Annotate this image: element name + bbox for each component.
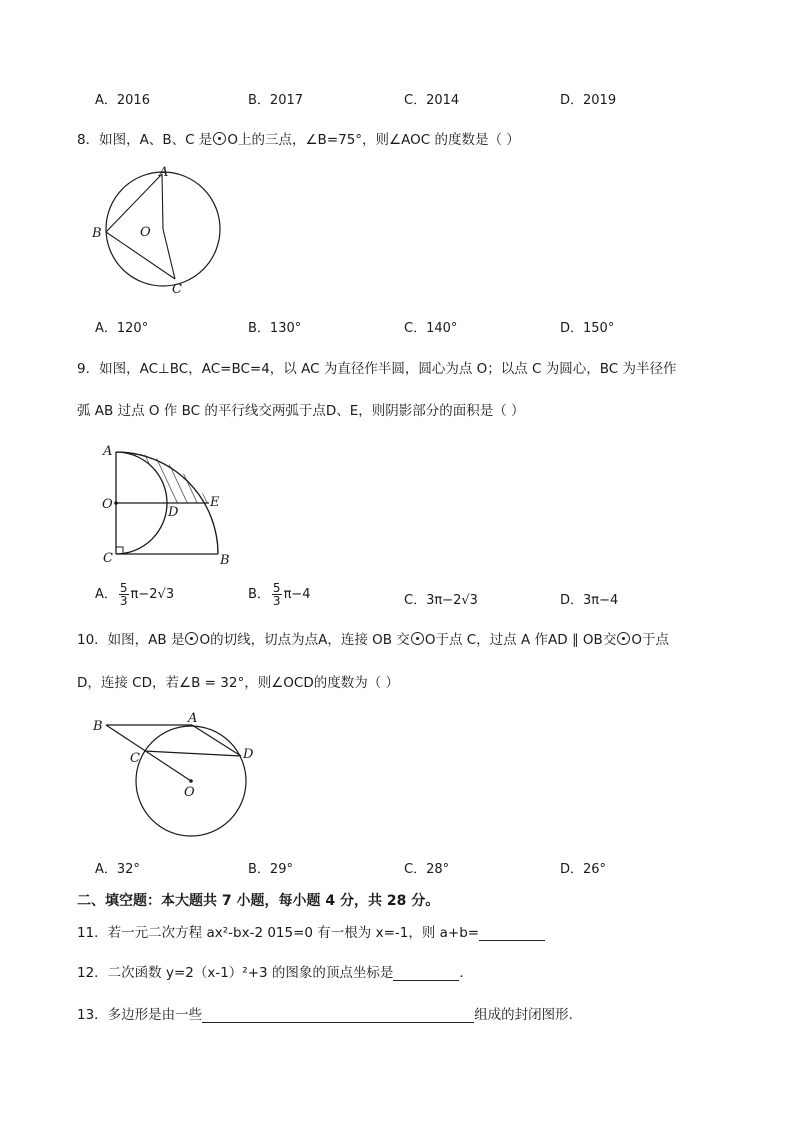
q11-answer-blank[interactable] [479,926,545,941]
q10-label-a: A [188,711,198,726]
q7-option-c: C．2014 [404,93,460,108]
q9-option-c: C．3π−2√3 [404,593,478,608]
q8-label-b: B [92,226,102,241]
q13-after: 组成的封闭图形． [474,1007,583,1023]
q8-label-o: O [140,225,151,240]
q8-stem [77,128,520,148]
q7-option-a: A．2016 [95,93,150,108]
q10-center-point [189,779,193,783]
q8-figure [86,162,226,297]
q8-segment-ba [106,174,162,232]
q9-stem-line1: 9．如图，AC⊥BC，AC=BC=4，以 AC 为直径作半圆，圆心为点 O；以点 C 为圆心，BC 为半径作 [77,361,677,377]
q8-option-a: A．120° [95,321,149,336]
circle-dot-icon [617,632,630,645]
q13-answer-blank[interactable] [202,1008,474,1023]
q9-shaded-region [116,452,209,503]
q10-label-c: C [130,751,140,766]
circle-dot-icon [213,132,226,145]
q9-stem-line2: 弧 AB 过点 O 作 BC 的平行线交两弧于点D、E，则阴影部分的面积是（ ） [77,403,525,419]
q8-stem-circle-label: O [227,132,238,148]
q9-label-a: A [103,444,113,459]
q8-stem-before: 8．如图，A、B、C 是 [77,132,213,148]
section-2-title: 二、填空题：本大题共 7 小题，每小题 4 分，共 28 分。 [77,893,440,909]
q9-label-e: E [210,495,220,510]
q10-stem-line1: 10．如图，AB 是 O的切线，切点为点A，连接 OB 交 O于点 C，过点 A 作AD ∥ OB交 O于点 [77,632,669,648]
q9-option-b-fraction: $\frac{5}{3}$ [272,581,281,608]
q9-label-o: O [102,497,113,512]
q7-option-d: D．2019 [560,93,617,108]
circle-dot-icon [185,632,198,645]
q13-before: 13．多边形是由一些 [77,1007,203,1023]
q9-option-d: D．3π−4 [560,593,619,608]
q10-segment-cd [144,751,241,756]
q9-label-c: C [103,551,113,566]
q8-label-a: A [159,165,169,180]
q8-segment-oa [162,174,163,229]
q9-label-b: B [220,553,230,568]
q8-option-b: B．130° [248,321,302,336]
q10-figure [88,706,268,846]
q10-segment-ad [192,725,241,756]
q9-option-a-fraction: $\frac{5}{3}$ [119,581,128,608]
q9-option-b: B． $\frac{5}{3}$ π−4 [248,581,311,608]
q7-option-b: B．2017 [248,93,304,108]
q9-center-point [114,501,118,505]
q10-option-d: D．26° [560,862,607,877]
q10-label-d: D [243,747,254,762]
q8-option-c: C．140° [404,321,458,336]
q10-option-c: C．28° [404,862,450,877]
q13 [77,1003,582,1023]
circle-dot-icon [411,632,424,645]
q10-option-b: B．29° [248,862,293,877]
q8-option-d: D．150° [560,321,615,336]
q10-label-b: B [93,719,103,734]
q10-option-a: A．32° [95,862,140,877]
q9-figure [98,440,238,572]
q11 [77,921,545,941]
q9-label-d: D [168,505,179,520]
q10-label-o: O [184,785,195,800]
q10-stem-line2: D，连接 CD，若∠B = 32°，则∠OCD的度数为（ ） [77,675,400,691]
q9-right-angle-mark [116,547,123,554]
q11-text: 11．若一元二次方程 ax²-bx-2 015=0 有一根为 x=-1，则 a+b= [77,925,480,941]
q8-label-c: C [172,282,182,297]
q9-option-a: A． $\frac{5}{3}$ π−2√3 [95,581,175,608]
q8-stem-after: 上的三点，∠B=75°，则∠AOC 的度数是（ ） [237,132,520,148]
q12-answer-blank[interactable] [393,966,459,981]
q12: 12．二次函数 y=2（x-1）²+3 的图象的顶点坐标是 ． [77,965,473,981]
q12-text: 12．二次函数 y=2（x-1）²+3 的图象的顶点坐标是 [77,965,394,981]
